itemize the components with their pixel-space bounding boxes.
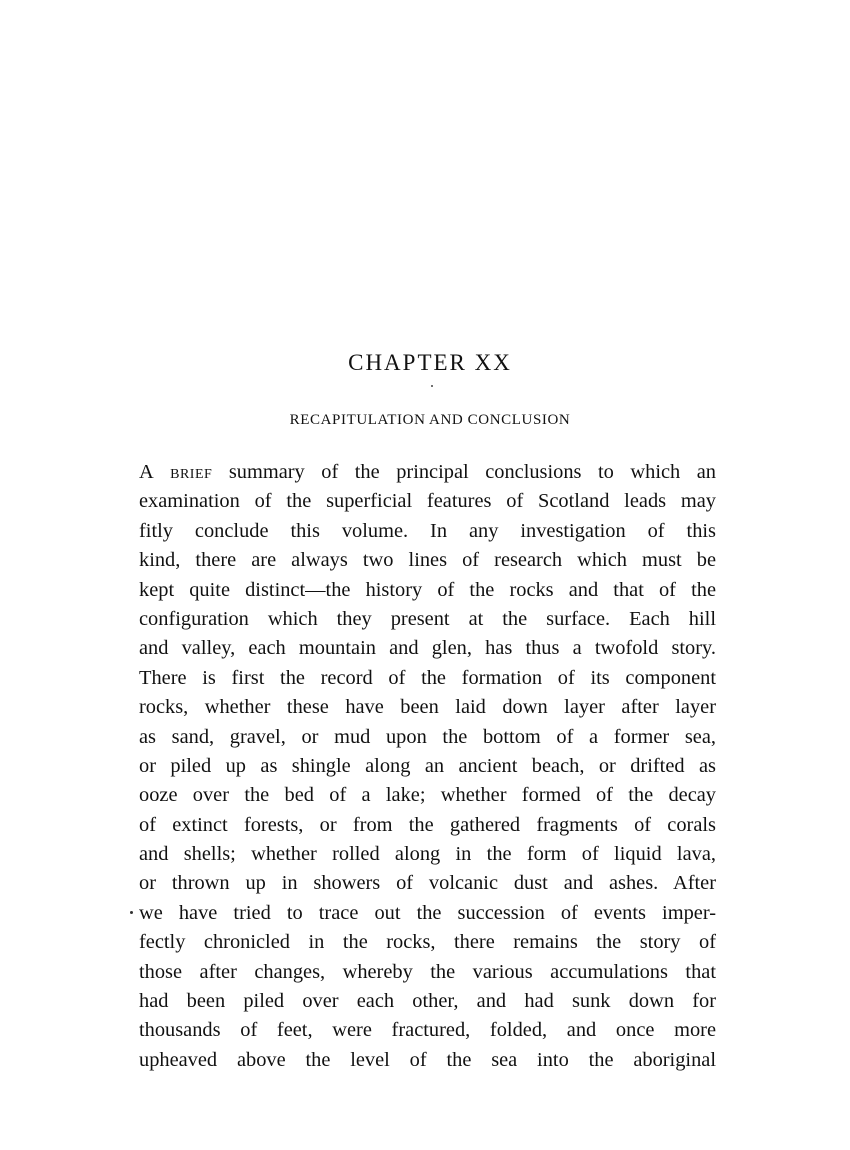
text-line: those after changes, whereby the various accumulations that <box>139 960 716 983</box>
text-line: ooze over the bed of a lake; whether formed of the decay <box>139 784 716 807</box>
text-line: rocks, whether these have been laid down layer after layer <box>139 696 716 719</box>
text-line: upheaved above the level of the sea into the aboriginal <box>139 1048 716 1071</box>
printer-dot <box>431 385 433 387</box>
chapter-subtitle: RECAPITULATION AND CONCLUSION <box>289 412 571 428</box>
text-line: we have tried to trace out the succession of events imper- <box>139 901 716 924</box>
text-line: and shells; whether rolled along in the form of liquid lava, <box>139 843 716 866</box>
text-line-1 <box>139 458 716 487</box>
text-line: of extinct forests, or from the gathered fragments of corals <box>139 813 716 836</box>
body-paragraph <box>139 458 716 1075</box>
text-line: and valley, each mountain and glen, has thus a twofold story. <box>139 637 716 660</box>
text-line: fectly chronicled in the rocks, there remains the story of <box>139 931 716 954</box>
text-line: as sand, gravel, or mud upon the bottom of a former sea, <box>139 725 716 748</box>
text-line: thousands of feet, were fractured, folded, and once more <box>139 1019 716 1042</box>
text-line: configuration which they present at the surface. Each hill <box>139 607 716 630</box>
text-line: kind, there are always two lines of research which must be <box>139 549 716 572</box>
text-line: or thrown up in showers of volcanic dust and ashes. After <box>139 872 716 895</box>
text-line: fitly conclude this volume. In any investigation of this <box>139 519 716 542</box>
text-line: There is first the record of the formation of its component <box>139 666 716 689</box>
first-line-rest: summary of the principal conclusions to which an <box>212 461 716 483</box>
chapter-heading: CHAPTER XX <box>348 350 512 375</box>
small-caps-lead: A brief <box>139 461 213 483</box>
text-line: had been piled over each other, and had sunk down for <box>139 990 716 1013</box>
text-line: kept quite distinct—the history of the rocks and that of the <box>139 578 716 601</box>
stray-ink-mark <box>130 911 133 914</box>
text-line: or piled up as shingle along an ancient beach, or drifted as <box>139 754 716 777</box>
text-line: examination of the superficial features of Scotland leads may <box>139 490 716 513</box>
